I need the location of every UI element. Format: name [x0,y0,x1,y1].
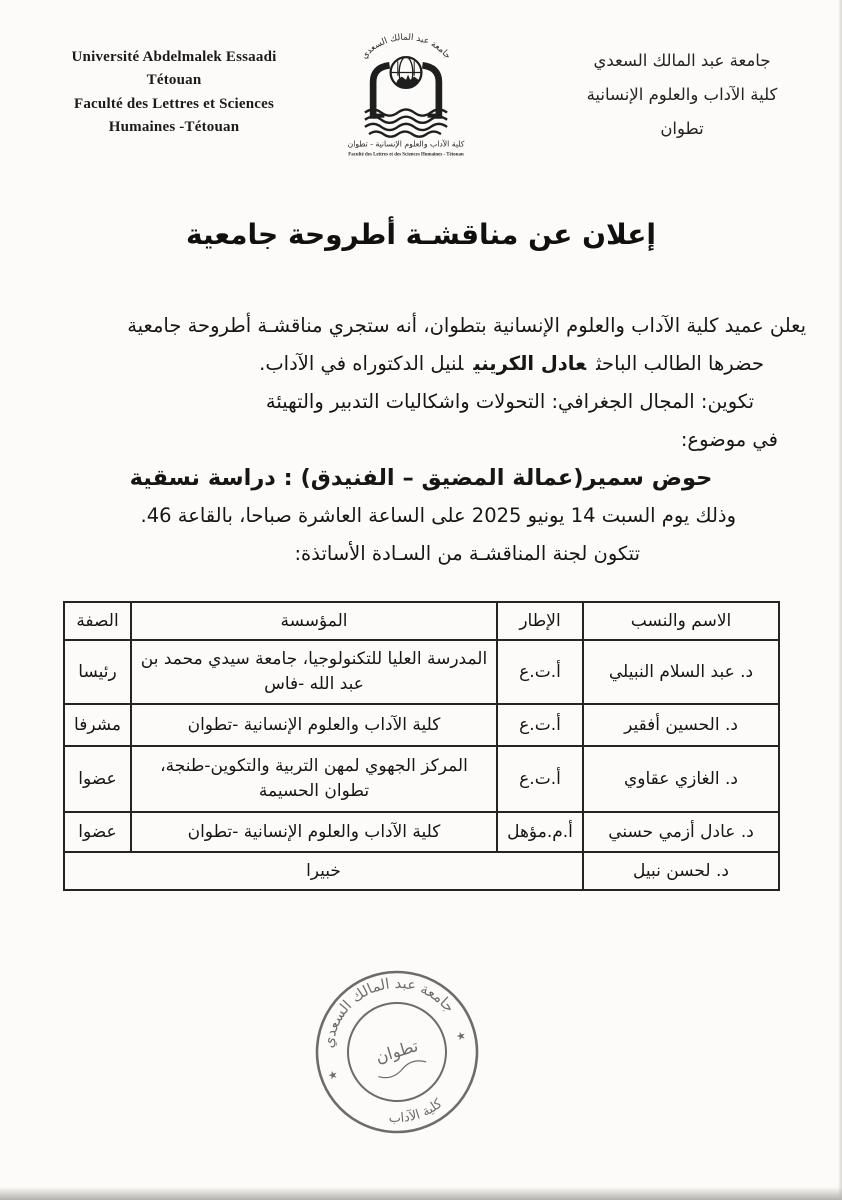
stamp-arc-bottom-text: كلية الآداب [388,1096,446,1127]
logo-caption-french: Faculté des Lettres et des Sciences Humaines - Tétouan [348,152,464,158]
member-cadre: أ.ت.ع [497,640,583,704]
logo-caption-arabic: كلية الآداب والعلوم الإنسانية - تطوان [347,139,465,149]
member-role: عضوا [64,746,131,812]
member-role: رئيسا [64,640,131,704]
candidate-name: عادل الكريني [473,352,587,375]
body-line-2 [34,345,808,383]
arabic-line-2: كلية الآداب والعلوم الإنسانية [586,84,778,104]
table-row [64,640,779,704]
stamp-center-text: تطوان [373,1036,421,1067]
announcement-title: إعلان عن مناقشـة أطروحة جامعية [185,218,657,251]
scan-edge-right [838,0,842,1200]
expert-name: د. لحسن نبيل [583,852,779,890]
member-role: عضوا [64,812,131,852]
arabic-line-3: تطوان [660,118,704,138]
in-subject-line: في موضوع: [680,428,778,451]
table-row [64,812,779,852]
header-name: الاسم والنسب [583,602,779,640]
table-row [64,704,779,746]
date-line: وذلك يوم السبت 14 يونيو 2025 على الساعة العاشرة صباحا، بالقاعة 46. [140,504,736,527]
french-line-3: Faculté des Lettres et Sciences [73,95,275,112]
university-name-french [26,46,322,139]
thesis-subject: حوض سمير(عمالة المضيق – الفنيدق) : دراسة نسقية [129,465,713,491]
member-cadre: أ.م.مؤهل [497,812,583,852]
member-name: د. عادل أزمي حسني [583,812,779,852]
french-line-4: Humaines -Tétouan [108,118,240,135]
faculty-stamp-icon [267,926,526,1179]
logo-arc-text: جامعة عبد المالك السعدي [359,32,453,62]
table-header-row [64,602,779,640]
university-name-arabic [538,44,826,145]
university-logo-icon [330,22,482,162]
french-line-2: Tétouan [146,72,202,89]
waves-icon [365,109,447,136]
member-name: د. الغازي عقاوي [583,746,779,812]
header-cadre: الإطار [497,602,583,640]
french-line-1: Université Abdelmalek Essaadi [71,49,277,65]
globe-icon [391,57,422,88]
formation-line: تكوين: المجال الجغرافي: التحولات واشكاليات التدبير والتهيئة [265,390,754,413]
member-cadre: أ.ت.ع [497,704,583,746]
stamp-star-left-icon: ★ [326,1067,340,1083]
arabic-line-1: جامعة عبد المالك السعدي [593,51,771,70]
member-institution: كلية الآداب والعلوم الإنسانية -تطوان [131,812,497,852]
committee-intro-line: تتكون لجنة المناقشـة من السـادة الأساتذة: [294,542,640,565]
member-institution: المركز الجهوي لمهن التربية والتكوين-طنجة، تطوان الحسيمة [131,746,497,812]
stamp-arc-top-text: جامعة عبد المالك السعدي [320,975,458,1050]
member-name: د. الحسين أفقير [583,704,779,746]
member-role: مشرفا [64,704,131,746]
svg-text:كلية الآداب [384,1094,448,1131]
header-role: الصفة [64,602,131,640]
member-institution: كلية الآداب والعلوم الإنسانية -تطوان [131,704,497,746]
table-expert-row [64,852,779,890]
member-name: د. عبد السلام النبيلي [583,640,779,704]
body-line-2-pre: حضرها الطالب الباحث [596,352,764,375]
announcement-body [34,307,808,573]
member-cadre: أ.ت.ع [497,746,583,812]
jury-table [63,601,780,891]
body-line-2-post: لنيل الدكتوراه في الآداب. [259,352,464,375]
expert-role: خبيرا [64,852,583,890]
header-institution: المؤسسة [131,602,497,640]
body-line-1: يعلن عميد كلية الآداب والعلوم الإنسانية بتطوان، أنه ستجري مناقشـة أطروحة جامعية [127,314,806,337]
stamp-star-right-icon: ★ [454,1028,468,1044]
table-row [64,746,779,812]
member-institution: المدرسة العليا للتكنولوجيا، جامعة سيدي محمد بن عبد الله -فاس [131,640,497,704]
scan-edge-bottom [0,1187,842,1200]
